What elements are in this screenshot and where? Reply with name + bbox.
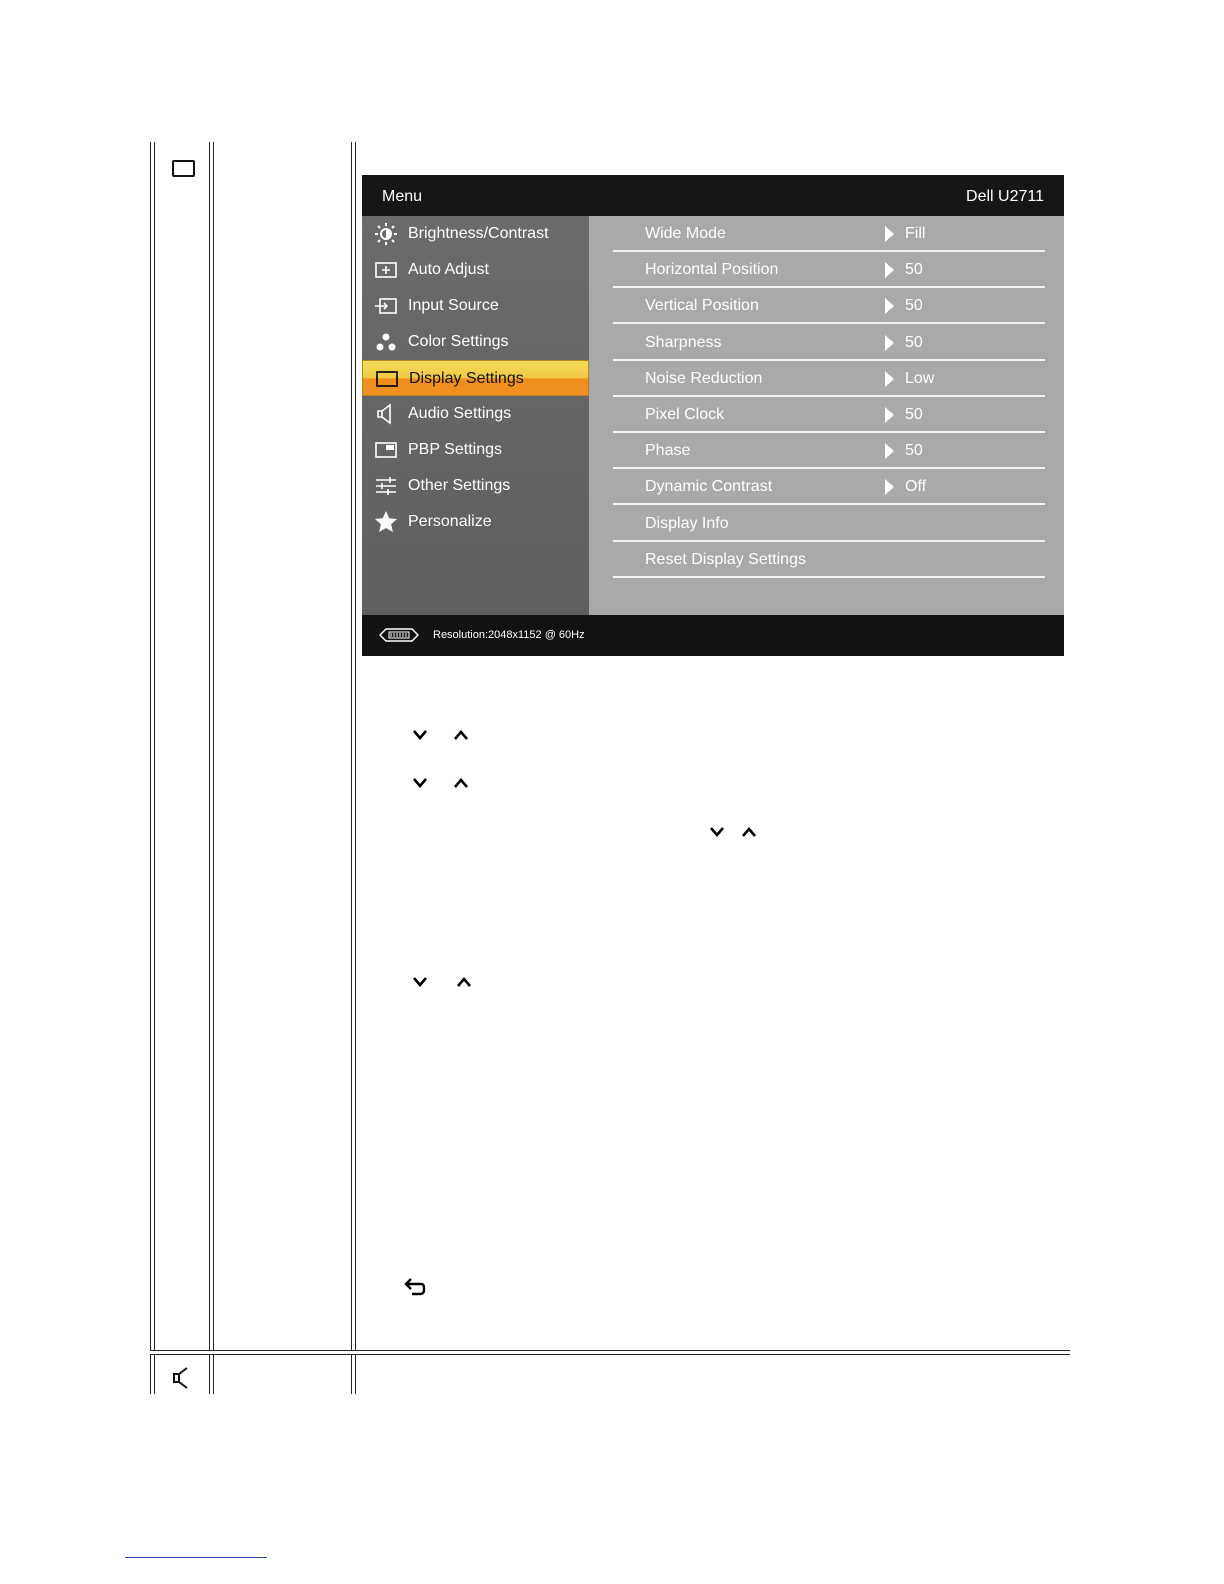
- right-arrow-icon: [885, 407, 894, 423]
- osd-title: Menu: [382, 188, 423, 205]
- right-arrow-icon: [885, 335, 894, 351]
- osd-menu-item-label: Auto Adjust: [408, 261, 489, 278]
- osd-menu-item[interactable]: [362, 324, 589, 360]
- osd-menu-item-label: Brightness/Contrast: [408, 225, 549, 242]
- osd-setting-value: 50: [905, 406, 923, 423]
- osd-setting-row[interactable]: [613, 216, 1045, 252]
- osd-menu-item-label: Color Settings: [408, 333, 509, 350]
- up-chevron-icon: [453, 777, 469, 789]
- osd-setting-label: Vertical Position: [645, 297, 759, 315]
- osd-setting-value: 50: [905, 261, 923, 279]
- osd-setting-row[interactable]: [613, 325, 1045, 361]
- osd-menu-item-label: Display Settings: [409, 370, 524, 387]
- speaker-icon: [374, 402, 398, 426]
- osd-menu-item[interactable]: [362, 468, 589, 504]
- osd-setting-row[interactable]: [613, 288, 1045, 324]
- osd-setting-row[interactable]: [613, 506, 1045, 542]
- osd-setting-label: Reset Display Settings: [645, 550, 806, 568]
- osd-setting-value: Low: [905, 369, 935, 387]
- osd-menu-item[interactable]: [362, 360, 589, 396]
- osd-menu-item-label: Other Settings: [408, 477, 511, 494]
- osd-header: [362, 175, 1064, 216]
- footer-link-underline: [125, 1557, 267, 1558]
- osd-setting-label: Display Info: [645, 514, 729, 532]
- down-chevron-icon: [709, 826, 725, 838]
- osd-setting-value: 50: [905, 297, 923, 315]
- osd-settings-panel: [589, 216, 1064, 615]
- speaker-icon: [172, 1365, 196, 1391]
- osd-setting-label: Horizontal Position: [645, 261, 779, 279]
- osd-setting-row[interactable]: [613, 252, 1045, 288]
- pbp-icon: [374, 438, 398, 462]
- right-arrow-icon: [885, 226, 894, 242]
- osd-setting-label: Pixel Clock: [645, 406, 725, 423]
- osd-menu: [362, 175, 1064, 656]
- back-icon: [404, 1278, 426, 1296]
- down-chevron-icon: [412, 976, 428, 988]
- table-border-left: [150, 142, 155, 1394]
- osd-setting-label: Noise Reduction: [645, 369, 763, 387]
- osd-setting-label: Sharpness: [645, 333, 722, 351]
- right-arrow-icon: [885, 443, 894, 459]
- osd-menu-item[interactable]: [362, 252, 589, 288]
- osd-setting-row[interactable]: [613, 542, 1045, 578]
- color-settings-icon: [374, 330, 398, 354]
- brightness-icon: [374, 222, 398, 246]
- osd-setting-row[interactable]: [613, 397, 1045, 433]
- osd-setting-row[interactable]: [613, 433, 1045, 469]
- osd-menu-item[interactable]: [362, 432, 589, 468]
- right-arrow-icon: [885, 371, 894, 387]
- star-icon: [374, 510, 398, 534]
- right-arrow-icon: [885, 298, 894, 314]
- down-chevron-icon: [412, 777, 428, 789]
- osd-menu-item[interactable]: [362, 216, 589, 252]
- osd-setting-row[interactable]: [613, 361, 1045, 397]
- sliders-icon: [374, 474, 398, 498]
- osd-setting-label: Wide Mode: [645, 225, 726, 242]
- monitor-icon: [172, 160, 195, 177]
- up-chevron-icon: [453, 729, 469, 741]
- osd-menu-item[interactable]: [362, 504, 589, 540]
- osd-menu-item-label: PBP Settings: [408, 441, 502, 458]
- osd-footer: [362, 615, 1064, 656]
- osd-setting-label: Phase: [645, 442, 691, 460]
- osd-setting-value: Fill: [905, 225, 926, 242]
- down-chevron-icon: [412, 729, 428, 741]
- osd-menu-panel: [362, 216, 589, 615]
- table-row-divider: [150, 1350, 1070, 1355]
- table-divider-2: [351, 142, 356, 1394]
- right-arrow-icon: [885, 262, 894, 278]
- up-chevron-icon: [741, 826, 757, 838]
- osd-menu-item-label: Audio Settings: [408, 405, 512, 422]
- osd-setting-row[interactable]: [613, 469, 1045, 505]
- table-divider-1: [209, 142, 214, 1394]
- osd-setting-value: 50: [905, 333, 923, 351]
- right-arrow-icon: [885, 479, 894, 495]
- osd-menu-item[interactable]: [362, 288, 589, 324]
- osd-model: Dell U2711: [966, 188, 1044, 205]
- up-chevron-icon: [456, 976, 472, 988]
- osd-menu-item[interactable]: [362, 396, 589, 432]
- osd-setting-label: Dynamic Contrast: [645, 478, 773, 496]
- osd-setting-value: Off: [905, 478, 927, 496]
- osd-menu-item-label: Personalize: [408, 513, 492, 530]
- input-source-icon: [374, 294, 398, 318]
- display-settings-icon: [375, 367, 399, 391]
- auto-adjust-icon: [374, 258, 398, 282]
- osd-menu-item-label: Input Source: [408, 297, 499, 314]
- osd-setting-value: 50: [905, 442, 923, 460]
- vga-connector-icon: [378, 627, 420, 643]
- resolution-text: Resolution:2048x1152 @ 60Hz: [433, 629, 585, 641]
